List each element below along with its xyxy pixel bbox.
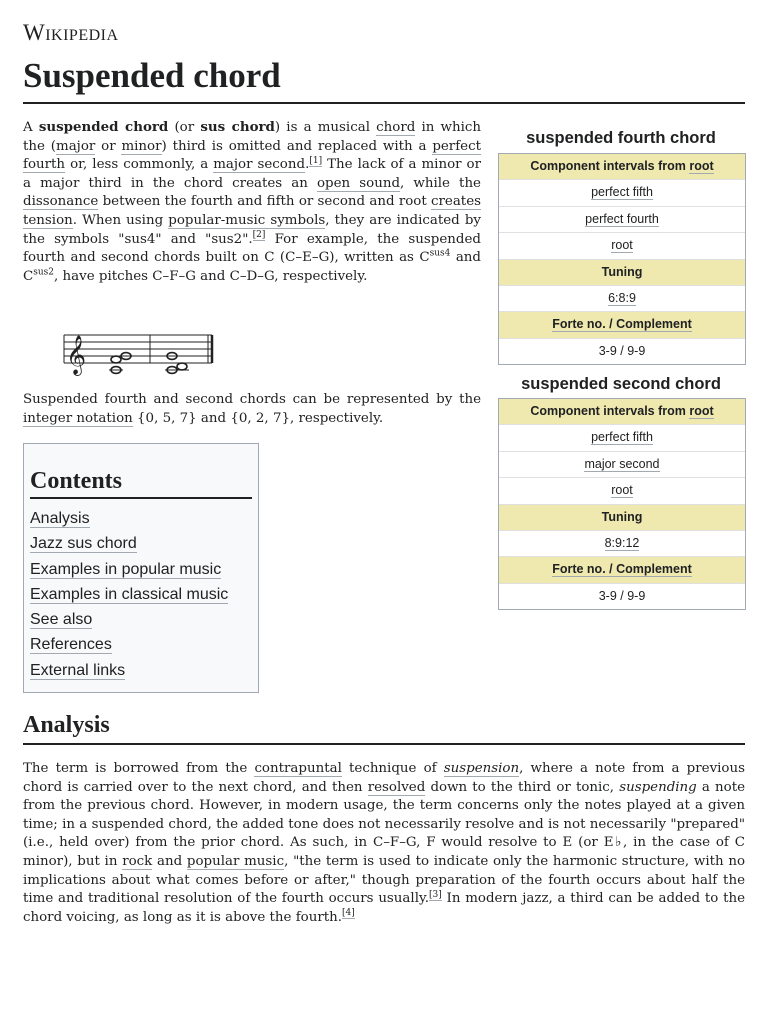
interval-row bbox=[499, 179, 745, 205]
link-rock[interactable]: rock bbox=[122, 853, 153, 869]
link-integer-notation[interactable]: integer notation bbox=[23, 410, 133, 426]
music-staff-image[interactable] bbox=[62, 323, 214, 379]
infobox-fourth bbox=[498, 153, 746, 365]
link-root[interactable]: root bbox=[689, 159, 714, 173]
interval-row bbox=[499, 206, 745, 232]
link-forte-number[interactable]: Forte no. / Complement bbox=[552, 562, 692, 577]
forte-value: 3-9 / 9-9 bbox=[499, 338, 745, 364]
infobox-second bbox=[498, 398, 746, 610]
link-perfect-fifth[interactable]: perfect fifth bbox=[591, 185, 653, 200]
reference-4[interactable]: [4] bbox=[342, 908, 355, 919]
toc-item-examples-classical[interactable]: Examples in classical music bbox=[30, 585, 229, 603]
toc-item-references[interactable]: References bbox=[30, 636, 112, 654]
link-popular-music[interactable]: popular music bbox=[186, 853, 285, 869]
tuning-header: Tuning bbox=[499, 259, 745, 285]
tuning-header: Tuning bbox=[499, 504, 745, 530]
tuning-value bbox=[499, 530, 745, 556]
link-creates-tension[interactable]: creates tension bbox=[23, 194, 481, 228]
toc-item-see-also[interactable]: See also bbox=[30, 611, 93, 629]
reference-2[interactable]: [2] bbox=[252, 230, 266, 241]
integer-notation-paragraph: Suspended fourth and second chords can be represented by the integer notation {0, 5, 7} and {0, 2, 7}, respectively. bbox=[23, 392, 481, 426]
link-chord[interactable]: chord bbox=[376, 120, 416, 135]
interval-row bbox=[499, 451, 745, 477]
toc-title: Contents bbox=[30, 468, 252, 499]
forte-value: 3-9 / 9-9 bbox=[499, 583, 745, 609]
link-tuning-ratio[interactable]: 8:9:12 bbox=[604, 535, 640, 550]
section-heading-analysis: Analysis bbox=[23, 709, 745, 745]
interval-row bbox=[499, 232, 745, 258]
link-tuning-ratio[interactable]: 6:8:9 bbox=[608, 290, 636, 305]
link-resolved[interactable]: resolved bbox=[367, 779, 426, 795]
link-root[interactable]: root bbox=[689, 404, 714, 418]
interval-row bbox=[499, 424, 745, 450]
link-major-second-interval[interactable]: major second bbox=[584, 456, 660, 471]
infobox-second-title: suspended second chord bbox=[521, 375, 721, 393]
link-forte-number[interactable]: Forte no. / Complement bbox=[552, 317, 692, 332]
reference-3[interactable]: [3] bbox=[429, 889, 442, 900]
analysis-paragraph: The term is borrowed from the contrapuntal technique of suspension, where a note from a previous chord is carried over to the next chord, and then resolved down to the third or tonic, suspending a note from the previous chord. However, in modern usage, the term concerns only the notes played at a given time; in a suspended chord, the added tone does not necessarily resolve and is not necessarily "prepared" (i.e., held over) from the prior chord. As such, in C–F–G, F would resolve to E (or E♭, in the case of C minor), but in rock and popular music, "the term is used to indicate only the harmonic structure, with no implications about what comes before or after," though preparation of the fourth occurs about half the time and traditional resolution of the fourth occurs usually.[3] In modern jazz, a third can be added to the chord voicing, as long as it is above the fourth.[4] bbox=[23, 761, 746, 925]
toc-item-analysis[interactable]: Analysis bbox=[30, 510, 90, 527]
table-of-contents bbox=[23, 443, 259, 693]
link-root-interval[interactable]: root bbox=[611, 483, 633, 498]
intervals-header: Component intervals from root bbox=[499, 399, 745, 424]
toc-item-external-links[interactable]: External links bbox=[30, 661, 126, 679]
toc-item-examples-popular[interactable]: Examples in popular music bbox=[30, 560, 222, 578]
link-suspension[interactable]: suspension bbox=[443, 761, 520, 776]
wikipedia-logo[interactable]: Wikipedia bbox=[23, 20, 119, 45]
treble-clef-icon: 𝄞 bbox=[66, 335, 87, 375]
link-minor[interactable]: minor bbox=[121, 138, 162, 154]
link-perfect-fourth-interval[interactable]: perfect fourth bbox=[585, 211, 659, 226]
link-root-interval[interactable]: root bbox=[611, 238, 633, 253]
reference-1[interactable]: [1] bbox=[309, 155, 323, 166]
link-contrapuntal[interactable]: contrapuntal bbox=[254, 761, 342, 776]
page-title: Suspended chord bbox=[23, 52, 745, 104]
forte-header bbox=[499, 556, 745, 582]
forte-header bbox=[499, 311, 745, 337]
interval-row bbox=[499, 477, 745, 503]
toc-item-jazz-sus-chord[interactable]: Jazz sus chord bbox=[30, 535, 137, 553]
intervals-header: Component intervals from root bbox=[499, 154, 745, 179]
link-major-second[interactable]: major second bbox=[213, 157, 306, 173]
link-perfect-fourth[interactable]: perfect fourth bbox=[23, 138, 481, 173]
link-popular-music-symbols[interactable]: popular-music symbols bbox=[168, 212, 326, 228]
link-perfect-fifth[interactable]: perfect fifth bbox=[591, 430, 653, 445]
link-dissonance[interactable]: dissonance bbox=[23, 194, 99, 210]
infobox-fourth-title: suspended fourth chord bbox=[526, 129, 716, 147]
intro-paragraph: A suspended chord (or sus chord) is a musical chord in which the (major or minor) third is omitted and replaced with a perfect fourth or, less commonly, a major second.[1] The lack of a minor or a major third in the chord creates an open sound, while the dissonance between the fourth and fifth or second and root creates tension. When using popular-music symbols, they are indicated by the symbols "sus4" and "sus2".[2] For example, the suspended fourth and second chords built on C (C–E–G), written as $C^{sus4}$ and $C^{sus2}$, have pitches C–F–G and C–D–G, respectively. bbox=[23, 119, 482, 284]
link-open-sound[interactable]: open sound bbox=[316, 175, 401, 191]
tuning-value bbox=[499, 285, 745, 311]
link-major[interactable]: major bbox=[56, 138, 96, 154]
